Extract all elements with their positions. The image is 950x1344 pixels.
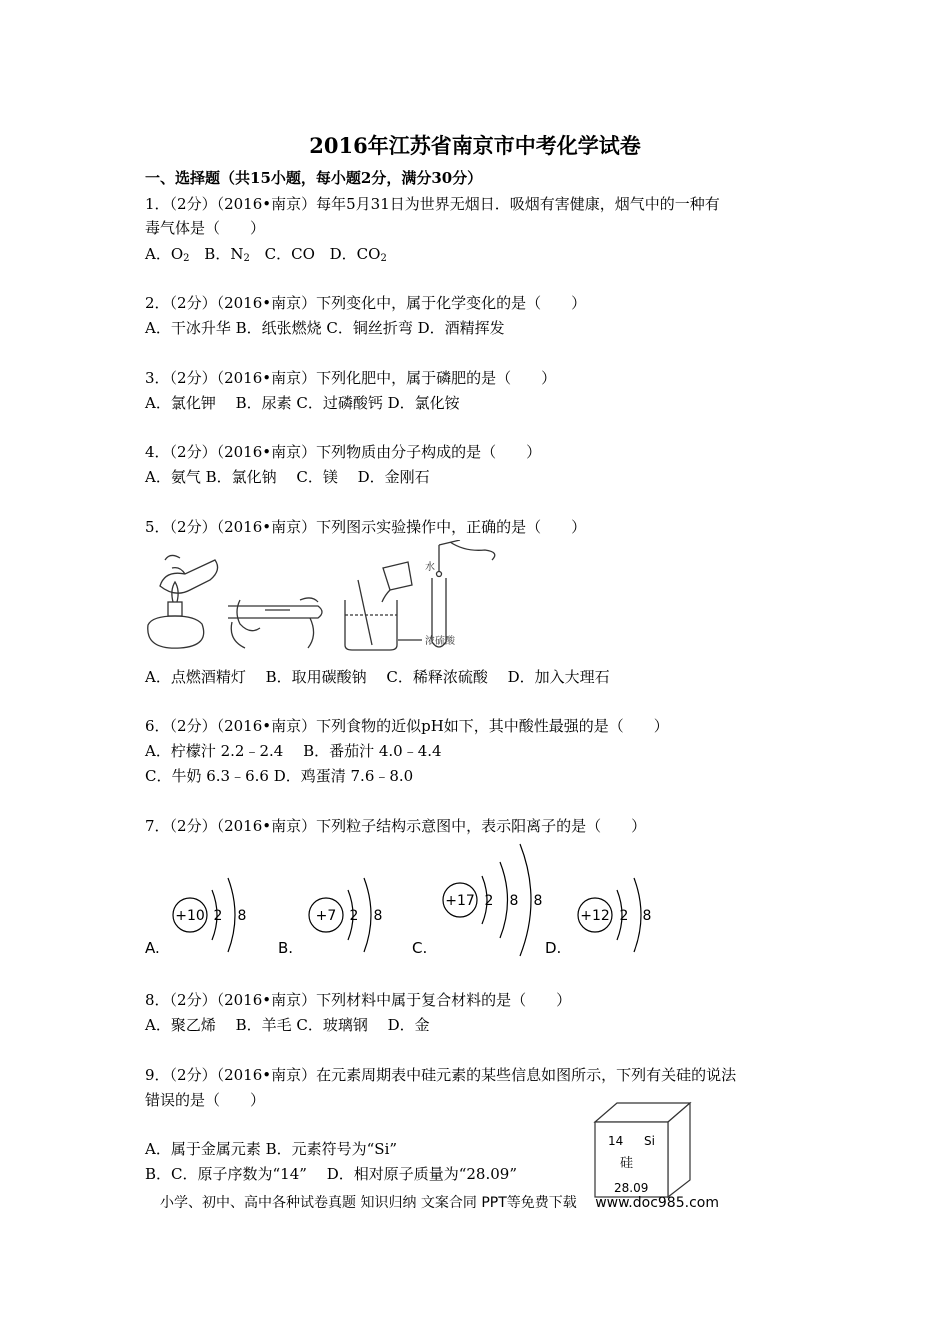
q5-options: A．点燃酒精灯 B．取用碳酸钠 C．稀释浓硫酸 D．加入大理石 bbox=[145, 668, 610, 686]
atom-d-nucleus: +12 bbox=[580, 908, 610, 924]
q9-options-line1: A．属于金属元素 B．元素符号为“Si” bbox=[145, 1140, 398, 1158]
element-number: 14 bbox=[608, 1134, 624, 1148]
q1-stem-line2: 毒气体是（ ） bbox=[145, 219, 266, 237]
q8-options: A．聚乙烯 B．羊毛 C．玻璃钢 D．金 bbox=[145, 1016, 430, 1034]
q2-stem: 2．（2分）（2016•南京）下列变化中，属于化学变化的是（ ） bbox=[145, 294, 587, 312]
acid-label: 浓硫酸 bbox=[425, 636, 455, 647]
atom-a-shell2: 8 bbox=[237, 908, 247, 924]
atom-b-nucleus: +7 bbox=[315, 908, 337, 924]
atom-diagram-b bbox=[278, 878, 382, 957]
atom-d-shell1: 2 bbox=[619, 908, 629, 924]
atom-a-nucleus: +10 bbox=[175, 908, 205, 924]
element-symbol: Si bbox=[644, 1134, 655, 1148]
silicon-element-card bbox=[590, 1100, 695, 1200]
lab-operations-figure bbox=[140, 540, 520, 655]
q4-stem: 4．（2分）（2016•南京）下列物质由分子构成的是（ ） bbox=[145, 443, 542, 461]
alcohol-lamp-icon bbox=[148, 555, 218, 648]
q6-options-line1: A．柠檬汁 2.2﹣2.4 B．番茄汁 4.0﹣4.4 bbox=[145, 742, 442, 760]
element-mass: 28.09 bbox=[614, 1181, 649, 1195]
q1-option-b: B．$N_2$ bbox=[204, 245, 250, 264]
atom-c-shell1: 2 bbox=[484, 893, 494, 909]
atom-b-letter: B. bbox=[278, 939, 294, 957]
test-tube-vertical-icon bbox=[432, 540, 495, 647]
q2-options: A．干冰升华 B．纸张燃烧 C．铜丝折弯 D．酒精挥发 bbox=[145, 319, 505, 337]
atom-c-nucleus: +17 bbox=[445, 893, 475, 909]
q3-stem: 3．（2分）（2016•南京）下列化肥中，属于磷肥的是（ ） bbox=[145, 369, 557, 387]
atom-diagram-d bbox=[545, 878, 651, 957]
q5-stem: 5．（2分）（2016•南京）下列图示实验操作中，正确的是（ ） bbox=[145, 518, 587, 536]
q1-option-d: D．$CO_2$ bbox=[329, 245, 387, 264]
q1-option-a: A．$O_2$ bbox=[145, 245, 190, 264]
q9-stem-line1: 9．（2分）（2016•南京）在元素周期表中硅元素的某些信息如图所示，下列有关硅的说法 bbox=[145, 1066, 737, 1084]
q1-options bbox=[145, 244, 397, 269]
atom-b-shell1: 2 bbox=[349, 908, 359, 924]
atom-diagram-c bbox=[412, 844, 542, 957]
atom-c-shell3: 8 bbox=[533, 893, 543, 909]
q9-options-line2: B．C．原子序数为“14” D．相对原子质量为“28.09” bbox=[145, 1165, 517, 1183]
water-label: 水 bbox=[425, 562, 435, 573]
atom-d-letter: D. bbox=[545, 939, 562, 957]
q8-stem: 8．（2分）（2016•南京）下列材料中属于复合材料的是（ ） bbox=[145, 991, 572, 1009]
page-title: 2016年江苏省南京市中考化学试卷 bbox=[309, 133, 641, 158]
atom-c-letter: C. bbox=[412, 939, 428, 957]
q7-stem: 7．（2分）（2016•南京）下列粒子结构示意图中，表示阳离子的是（ ） bbox=[145, 817, 647, 835]
q9-stem-line2: 错误的是（ ） bbox=[145, 1091, 266, 1109]
q1-option-c: C．CO bbox=[264, 245, 315, 263]
q1-stem-line1: 1．（2分）（2016•南京）每年5月31日为世界无烟日．吸烟有害健康，烟气中的一种有 bbox=[145, 195, 720, 213]
beaker-dilution-icon bbox=[345, 562, 422, 650]
atom-diagram-a bbox=[145, 878, 246, 957]
q6-stem: 6．（2分）（2016•南京）下列食物的近似pH如下，其中酸性最强的是（ ） bbox=[145, 717, 669, 735]
q6-options-line2: C．牛奶 6.3﹣6.6 D．鸡蛋清 7.6﹣8.0 bbox=[145, 767, 414, 785]
q3-options: A．氯化钾 B．尿素 C．过磷酸钙 D．氯化铵 bbox=[145, 394, 460, 412]
atom-a-shell1: 2 bbox=[213, 908, 223, 924]
footer-banner: 小学、初中、高中各种试卷真题 知识归纳 文案合同 PPT等免费下载 www.doc985.com bbox=[160, 1195, 719, 1211]
test-tube-horizontal-icon bbox=[228, 598, 322, 648]
atom-d-shell2: 8 bbox=[642, 908, 652, 924]
section-heading: 一、选择题（共15小题，每小题2分，满分30分） bbox=[145, 169, 483, 187]
atom-a-letter: A. bbox=[145, 939, 160, 957]
element-name: 硅 bbox=[620, 1156, 634, 1171]
q4-options: A．氨气 B．氯化钠 C．镁 D．金刚石 bbox=[145, 468, 430, 486]
atom-b-shell2: 8 bbox=[373, 908, 383, 924]
atom-c-shell2: 8 bbox=[509, 893, 519, 909]
atomic-structure-figure bbox=[140, 840, 680, 965]
